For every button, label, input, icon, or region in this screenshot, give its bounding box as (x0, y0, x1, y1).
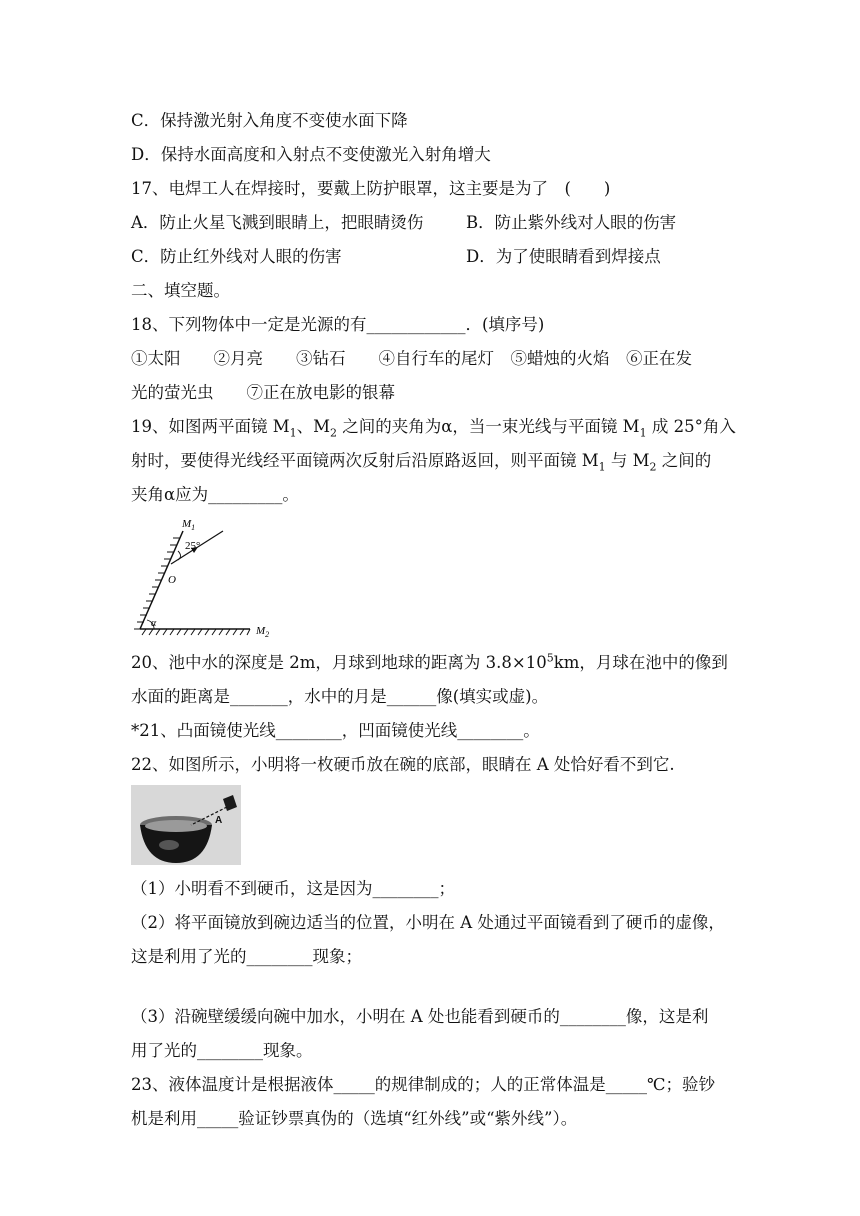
q22-part1: （1）小明看不到硬币，这是因为________； (131, 879, 455, 898)
q17-option-a: A．防止火星飞溅到眼睛上，把眼睛烫伤 (131, 213, 424, 232)
q22-part3-line2: 用了光的________现象。 (131, 1041, 313, 1060)
q19-text: 成 25°角入 (646, 417, 736, 436)
label-m2: $M_2$ (256, 625, 270, 639)
label-alpha: α (151, 618, 157, 629)
section-title-fill-in: 二、填空题。 (131, 281, 230, 300)
q23-line1: 23、液体温度计是根据液体_____的规律制成的；人的正常体温是_____℃；验钞 (131, 1075, 715, 1094)
q18-items-line1: ①太阳 ②月亮 ③钻石 ④自行车的尾灯 ⑤蜡烛的火焰 ⑥正在发 (131, 349, 692, 368)
q17-option-b: B．防止紫外线对人眼的伤害 (466, 213, 677, 232)
q17-option-d: D．为了使眼睛看到焊接点 (466, 247, 661, 266)
bowl-coin-figure (131, 785, 241, 865)
q19-text: 之间的 (656, 451, 712, 470)
q22-part2-line2: 这是利用了光的________现象； (131, 947, 362, 966)
subscript: 2 (649, 460, 657, 474)
q19-text: 之间的夹角为α，当一束光线与平面镜 M (337, 417, 640, 436)
label-m1: $M_1$ (182, 518, 196, 532)
label-25-degrees: 25° (185, 540, 201, 552)
q19-line2 (131, 450, 831, 472)
subscript: 1 (289, 426, 297, 440)
subscript: 1 (639, 426, 647, 440)
subscript: 1 (598, 460, 606, 474)
q19-text: 射时，要使得光线经平面镜两次反射后沿原路返回，则平面镜 M (131, 451, 599, 470)
q16-option-c: C．保持激光射入角度不变使水面下降 (131, 111, 408, 130)
q18-stem: 18、下列物体中一定是光源的有____________．(填序号) (131, 315, 545, 334)
superscript: 5 (546, 651, 554, 665)
label-a: A (215, 815, 223, 826)
q18-items-line2: 光的萤光虫 ⑦正在放电影的银幕 (131, 383, 395, 402)
q20-line1 (131, 652, 831, 674)
q20-text: 20、池中水的深度是 2m，月球到地球的距离为 3.8×10 (131, 653, 547, 672)
q23-line2: 机是利用_____验证钞票真伪的（选填“红外线”或“紫外线”）。 (131, 1109, 578, 1128)
q19-text: 、M (296, 417, 331, 436)
label-o: O (168, 574, 176, 586)
subscript: 2 (330, 426, 338, 440)
q17-stem: 17、电焊工人在焊接时，要戴上防护眼罩，这主要是为了 ( ) (131, 179, 611, 198)
q16-option-d: D．保持水面高度和入射点不变使激光入射角增大 (131, 145, 491, 164)
q21-text: *21、凸面镜使光线________，凹面镜使光线________。 (131, 721, 540, 740)
q17-option-c: C．防止红外线对人眼的伤害 (131, 247, 342, 266)
q19-text: 与 M (605, 451, 650, 470)
bowl-highlight (159, 840, 179, 850)
q19-text: 19、如图两平面镜 M (131, 417, 290, 436)
q19-line3: 夹角α应为_________。 (131, 485, 299, 504)
q20-line2: 水面的距离是_______，水中的月是______像(填实或虚)。 (131, 687, 549, 706)
q22-part3-line1: （3）沿碗壁缓缓向碗中加水，小明在 A 处也能看到硬币的________像，这是利 (131, 1007, 709, 1026)
q22-part2-line1: （2）将平面镜放到碗边适当的位置，小明在 A 处通过平面镜看到了硬币的虚像， (131, 913, 725, 932)
q20-text: km，月球在池中的像到 (553, 653, 728, 672)
mirror-angle-figure (128, 514, 278, 640)
q19-line1 (131, 416, 831, 438)
mirror-m2-hatching (142, 629, 250, 635)
q22-stem: 22、如图所示，小明将一枚硬币放在碗的底部，眼睛在 A 处恰好看不到它. (131, 755, 675, 774)
